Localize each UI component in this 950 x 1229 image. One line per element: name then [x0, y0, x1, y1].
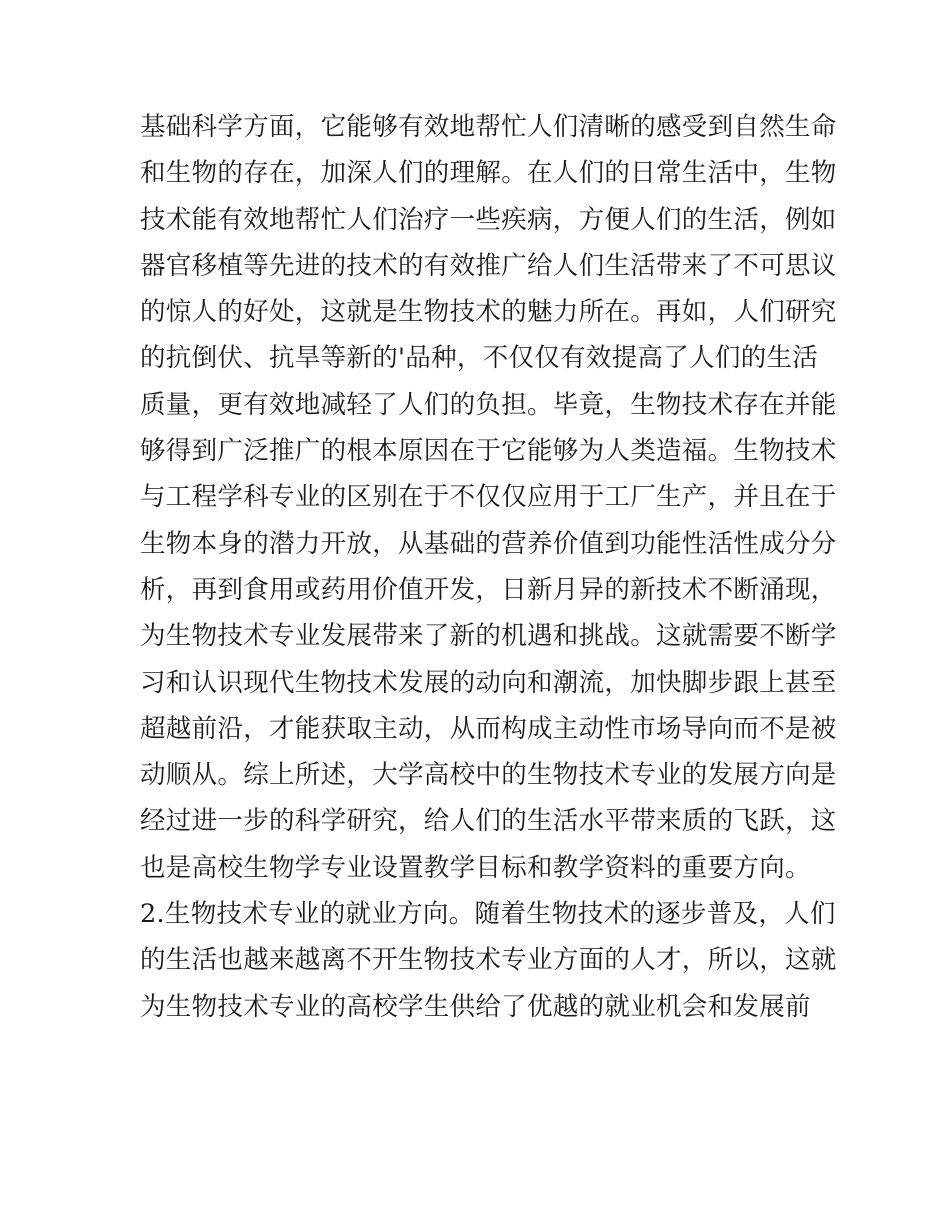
- body-text: [140, 104, 840, 1030]
- text-line: 生物本身的潜力开放，从基础的营养价值到功能性活性成分分: [140, 528, 837, 559]
- text-line: 超越前沿，才能获取主动，从而构成主动性市场导向而不是被: [140, 713, 837, 744]
- text-line: 也是高校生物学专业设置教学目标和教学资料的重要方向。: [140, 852, 811, 883]
- text-line: 技术能有效地帮忙人们治疗一些疾病，方便人们的生活，例如: [140, 204, 837, 235]
- text-line: 经过进一步的科学研究，给人们的生活水平带来质的飞跃，这: [140, 806, 837, 837]
- text-line: 习和认识现代生物技术发展的动向和潮流，加快脚步跟上甚至: [140, 667, 837, 698]
- text-line: 的抗倒伏、抗旱等新的'品种，不仅仅有效提高了人们的生活: [140, 343, 819, 374]
- text-line: 为生物技术专业发展带来了新的机遇和挑战。这就需要不断学: [140, 621, 837, 652]
- text-line: 析，再到食用或药用价值开发，日新月异的新技术不断涌现，: [140, 574, 837, 605]
- text-line: 为生物技术专业的高校学生供给了优越的就业机会和发展前: [140, 991, 811, 1022]
- text-line: 的生活也越来越离不开生物技术专业方面的人才，所以，这就: [140, 945, 837, 976]
- text-line: 和生物的存在，加深人们的理解。在人们的日常生活中，生物: [140, 158, 837, 189]
- text-line: 够得到广泛推广的根本原因在于它能够为人类造福。生物技术: [140, 436, 837, 467]
- text-line: 基础科学方面，它能够有效地帮忙人们清晰的感受到自然生命: [140, 112, 837, 142]
- text-line: 动顺从。综上所述，大学高校中的生物技术专业的发展方向是: [140, 760, 837, 791]
- text-line: 2.生物技术专业的就业方向。随着生物技术的逐步普及，人们: [140, 899, 836, 930]
- text-line: 与工程学科专业的区别在于不仅仅应用于工厂生产，并且在于: [140, 482, 837, 513]
- text-line: 器官移植等先进的技术的有效推广给人们生活带来了不可思议: [140, 250, 837, 281]
- text-line: 的惊人的好处，这就是生物技术的魅力所在。再如，人们研究: [140, 297, 837, 328]
- text-line: 质量，更有效地减轻了人们的负担。毕竟，生物技术存在并能: [140, 389, 837, 420]
